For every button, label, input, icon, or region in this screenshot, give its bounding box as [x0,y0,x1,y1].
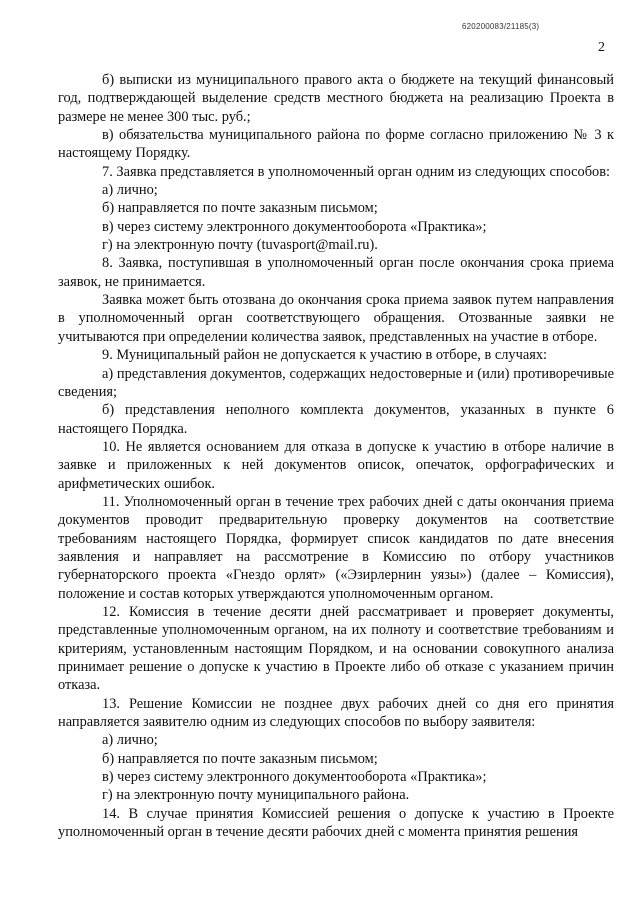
paragraph: г) на электронную почту муниципального района. [102,787,410,804]
page-number: 2 [598,40,605,55]
paragraph: 14. В случае принятия Комиссией решения о допуске к участию в Проекте уполномоченный орган в течение десяти рабочих дней с момента принятия решения [58,805,614,841]
paragraph: в) через систему электронного документооборота «Практика»; [102,218,487,235]
paragraph: а) представления документов, содержащих недостоверные и (или) противоречивые сведения; [58,365,614,400]
paragraph: б) представления неполного комплекта документов, указанных в пункте 6 настоящего Порядка. [58,402,614,437]
paragraph: Заявка может быть отозвана до окончания срока приема заявок путем направления в уполномоченный орган соответствующего обращения. Отозванные заявки не учитываются при определении количества заявок, представленных на участие в отборе. [58,292,614,345]
document-body [58,71,614,841]
paragraph: в) обязательства муниципального района по форме согласно приложению № 3 к настоящему Порядку. [58,127,614,162]
paragraph: г) на электронную почту (tuvasport@mail.ru). [102,237,378,254]
paragraph: б) выписки из муниципального правого акта о бюджете на текущий финансовый год, подтверждающей выделение средств местного бюджета на реализацию Проекта в размере не менее 300 тыс. руб.; [58,72,614,125]
paragraph: 7. Заявка представляется в уполномоченный орган одним из следующих способов: [102,163,611,180]
paragraph: 13. Решение Комиссии не позднее двух рабочих дней со дня его принятия направляется заявителю одним из следующих способов по выбору заявителя: [58,695,614,731]
paragraph: а) лично; [102,732,158,749]
paragraph: а) лично; [102,182,158,199]
paragraph: 11. Уполномоченный орган в течение трех рабочих дней с даты окончания приема документов проводит предварительную проверку документов на соответствие требованиям настоящего Порядка, формирует список кандидатов по дате внесения заявления и направляет на рассмотрение в Комиссию по отбору участников губернаторского проекта «Гнездо орлят» («Эзирлернин уязы») (далее – Комиссия), положение и состав которых утверждаются уполномоченным органом. [58,493,614,602]
paragraph: б) направляется по почте заказным письмом; [102,200,378,217]
paragraph: б) направляется по почте заказным письмом; [102,750,378,767]
paragraph: 10. Не является основанием для отказа в допуске к участию в отборе наличие в заявке и приложенных к ней документов описок, опечаток, орфографических и арифметических ошибок. [58,438,614,492]
paragraph: 8. Заявка, поступившая в уполномоченный орган после окончания срока приема заявок, не принимается. [58,255,614,290]
document-registration-number: 620200083/21185(3) [462,22,540,31]
paragraph: 9. Муниципальный район не допускается к участию в отборе, в случаях: [102,347,548,364]
paragraph: в) через систему электронного документооборота «Практика»; [102,769,487,786]
paragraph: 12. Комиссия в течение десяти дней рассматривает и проверяет документы, представленные уполномоченным органом, на их полноту и соответствие требованиям и критериям, установленным настоящим Порядком, и на основании совокупного анализа принимает решение о допуске к участию в Проекте либо об отказе с указанием причин отказа. [58,603,614,694]
